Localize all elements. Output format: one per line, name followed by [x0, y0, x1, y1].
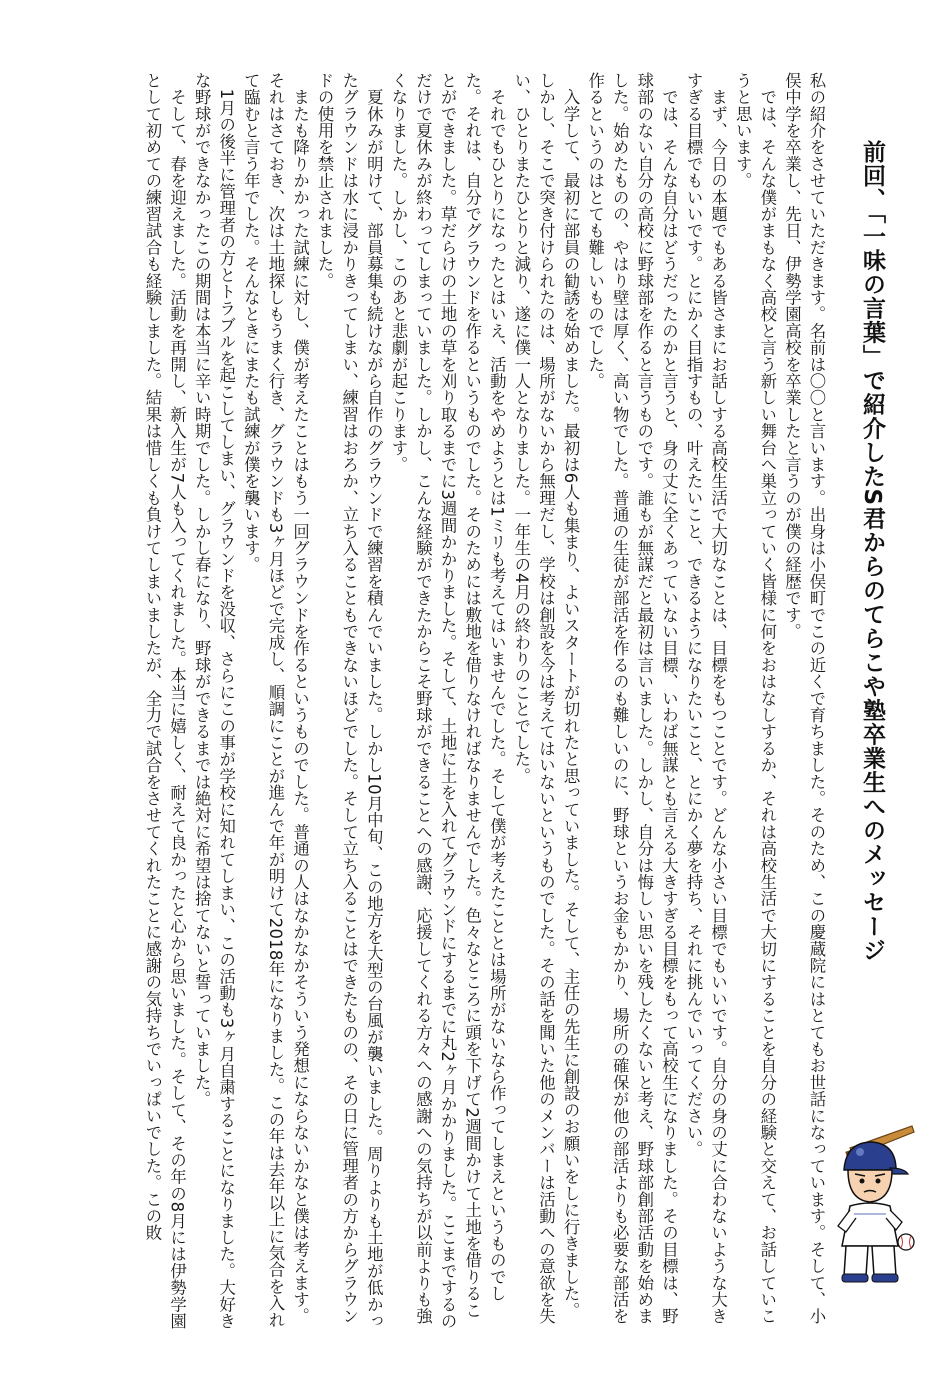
- page-title: 前回、「一味の言葉」で紹介したS君からのてらこや塾卒業生へのメッセージ: [859, 140, 885, 963]
- helmet-icon: [844, 1142, 908, 1174]
- paragraph: 入学して、最初に部員の勧誘を始めました。最初は6人も集まり、よいスタートが切れたと思っていました。そして、主任の先生に創設のお願いをしに行きました。しかし、そこで突き付けられたのは、場所がないから無理だし、学校は創設を今は考えてはいないというものでした。その話を聞いた他のメンバーは活動への意欲を失い、ひとりまたひとりと減り、遂に僕一人となりました。一年生の4月の終わりのことでした。: [511, 72, 581, 1325]
- baseball-icon: [898, 1234, 914, 1250]
- paragraph: では、そんな僕がまもなく高校と言う新しい舞台へ巣立っていく皆様に何をおはなしするか、それは高校生活で大切にすることを自分の経験と交えて、お話していこうと思います。: [733, 72, 777, 1325]
- baseball-player-illustration: [820, 1118, 920, 1288]
- message-body: [40, 72, 828, 1332]
- paragraph: そして、春を迎えました。活動を再開し、新入生が7人も入ってくれました。本当に嬉しく、耐えて良かったと心から思いました。そして、その年の8月には伊勢学園として初めての練習試合も経験しました。結果は惜しくも負けてしまいましたが、全力で試合をさせてくれたことに感謝の気持ちでいっぱいでした。この敗: [142, 72, 187, 1330]
- paragraph: まず、今日の本題でもある皆さまにお話しする高校生活で大切なことは、目標をもつことです。どんな小さい目標でもいいです。自分の身の丈に合わないような大きすぎる目標でもいいです。とにかく目指すもの、叶えたいこと、できるようになりたいこと、とにかく夢を持ち、それに挑んでいってください。: [684, 72, 728, 1325]
- paragraph: 夏休みが明けて、部員募集も続けながら自作のグラウンドで練習を積んでいました。しかし10月中旬、この地方を大型の台風が襲いました。周りよりも土地が低かったグラウンドは水に浸かりきってしまい、練習はおろか、立ち入ることもできないほどでした。そして立ち入ることはできたものの、その日に管理者の方からグラウンドの使用を禁止されました。: [315, 72, 384, 1330]
- paragraph: では、そんな自分はどうだったのかと言うと、身の丈に全くあっていない目標、いわば無謀とも言える大きすぎる目標をもって高校生になりました。その目標は、野球部のない自分の高校に野球部を作ると言うものです。誰もが無謀だと最初は言いました。しかし、自分は悔しい思いを残したくないと考え、野球部創部活動を始めました。始めたものの、やはり壁は厚く、高い物でした。普通の生徒が部活を作るのも難しいのに、野球というお金もかかり、場所の確保が他の部活よりも必要な部活を作るというのはとても難しいものでした。: [585, 72, 679, 1325]
- paragraph: 私の紹介をさせていただきます。名前は〇〇と言います。出身は小俣町でこの近くで育ちました。そのため、この慶蔵院にはとてもお世話になっています。そして、小俣中学を卒業し、先日、伊勢学園高校を卒業したと言うのが僕の経歴です。: [782, 72, 826, 1325]
- uniform-icon: [838, 1203, 902, 1282]
- face-icon: [848, 1170, 892, 1202]
- paragraph: それでもひとりになったとはいえ、活動をやめようとは1ミリも考えてはいませんでした。そして僕が考えたこととは場所がないなら作ってしまえというものでした。それは、自分でグラウンドを作るというものでした。そのためには敷地を借りなければなりませんでした。色々なところに頭を下げて2週間かけて土地を借りることができました。草だらけの土地の草を刈り取るまでに3週間かかりました。そして、土地に土を入れてグラウンドにするまでに丸2ヶ月かかりました。ここまでするのだけで夏休みが終わってしまっていました。しかし、こんな経験ができたからこそ野球ができることへの感謝、応援してくれる方々への感謝への気持ちが以前よりも強くなりました。しかし、このあと悲劇が起こります。: [388, 72, 507, 1330]
- paragraph: 1月の後半に管理者の方とトラブルを起こしてしまい、グラウンドを没収、さらにこの事が学校に知れてしまい、この活動も3ヶ月自粛することになりました。大好きな野球ができなかったこの期間は本当に辛い時期でした。しかし春になり、野球ができるまでは絶対に希望は捨てないと誓っていました。: [192, 72, 236, 1330]
- paragraph: またも降りかかった試練に対し、僕が考えたことはもう一回グラウンドを作るというものでした。普通の人はなかなかそういう発想にならないかなと僕は考えます。それはさておき、次は土地探しもうまく行き、グラウンドも3ヶ月ほどで完成し、順調にことが進んで年が明けて2018年になりました。この年は去年以上に気合を入れて臨むと言う年でした。そんなときにまたも試練が僕を襲います。: [241, 72, 310, 1329]
